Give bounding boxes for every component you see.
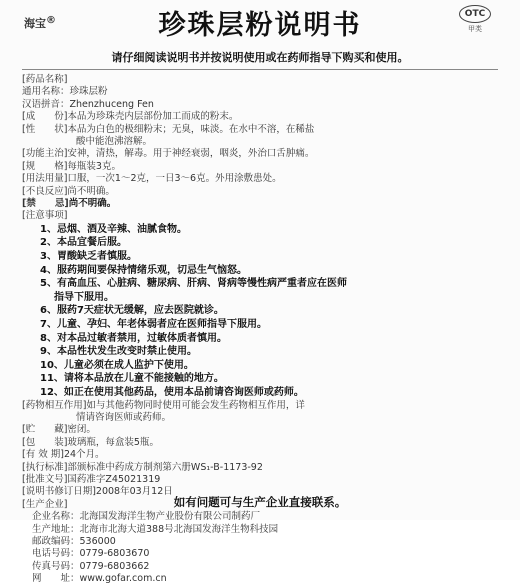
package-label: [包 装] bbox=[22, 436, 68, 448]
validity-label: [有 效 期] bbox=[22, 449, 64, 461]
pinyin-row bbox=[22, 99, 498, 111]
dosage-row bbox=[22, 173, 498, 185]
generic-name-row bbox=[22, 86, 498, 98]
pinyin-value: Zhenzhuceng Fen bbox=[69, 98, 154, 110]
manufacturer-phone-row bbox=[22, 548, 498, 560]
field-label: 生产地址： bbox=[32, 523, 80, 535]
specification-label: [规 格] bbox=[22, 160, 68, 172]
properties-row-cont: 酸中能泡沸溶解。 bbox=[76, 136, 153, 148]
dosage-value: 口服，一次1～2克，一日3～6克。外用涂敷患处。 bbox=[67, 173, 282, 185]
properties-label: [性 状] bbox=[22, 123, 68, 135]
approval-row bbox=[22, 474, 498, 486]
generic-name-value: 珍珠层粉 bbox=[69, 86, 108, 98]
precaution-item: 6、服药7天症状无缓解，应去医院就诊。 bbox=[40, 305, 224, 317]
website-link[interactable]: www.gofar.com.cn bbox=[79, 573, 167, 585]
dosage-label: [用法用量] bbox=[22, 173, 68, 185]
package-row bbox=[22, 437, 498, 449]
precaution-item: 2、本品宜餐后服。 bbox=[40, 237, 127, 249]
header bbox=[22, 0, 498, 50]
generic-name-label: 通用名称： bbox=[22, 86, 70, 98]
contraindications-row bbox=[22, 198, 498, 210]
revision-value: 2008年03月12日 bbox=[95, 486, 173, 498]
manufacturer-name-row bbox=[22, 511, 498, 523]
precaution-item: 3、胃酸缺乏者慎服。 bbox=[40, 251, 137, 263]
composition-row bbox=[22, 111, 498, 123]
manufacturer-postcode-row bbox=[22, 536, 498, 548]
precaution-item: 11、请将本品放在儿童不能接触的地方。 bbox=[40, 373, 224, 385]
approval-label: [批准文号] bbox=[22, 474, 68, 486]
indications-label: [功能主治] bbox=[22, 148, 68, 160]
field-label: 邮政编码： bbox=[32, 536, 80, 548]
page-title: 珍珠层粉说明书 bbox=[158, 10, 362, 41]
precautions-heading: [注意事项] bbox=[22, 210, 68, 222]
precaution-item: 1、忌烟、酒及辛辣、油腻食物。 bbox=[40, 223, 187, 235]
standard-label: [执行标准] bbox=[22, 461, 68, 473]
field-value: 北海国发海洋生物产业股份有限公司制药厂 bbox=[79, 511, 261, 523]
approval-value: 国药准字Z45021319 bbox=[67, 474, 161, 486]
adverse-label: [不良反应] bbox=[22, 185, 68, 197]
field-value: 0779-6803662 bbox=[79, 560, 150, 572]
properties-value: 本品为白色的极细粉末；无臭，味淡。在水中不溶，在稀盐 bbox=[67, 123, 315, 135]
drug-name-heading: [药品名称] bbox=[22, 74, 68, 85]
field-value: 0779-6803670 bbox=[79, 548, 150, 560]
otc-class: 甲类 bbox=[468, 25, 482, 33]
precaution-item: 12、如正在使用其他药品，使用本品前请咨询医师或药师。 bbox=[40, 387, 304, 398]
standard-row bbox=[22, 462, 498, 474]
contraindications-label: [禁 忌] bbox=[22, 198, 69, 210]
contact-note: 如有问题可与生产企业直接联系。 bbox=[173, 495, 347, 509]
divider bbox=[22, 69, 498, 70]
contraindications-value: 尚不明确。 bbox=[68, 198, 117, 210]
interactions-row bbox=[22, 400, 498, 412]
validity-value: 24个月。 bbox=[63, 449, 105, 461]
storage-label: [贮 藏] bbox=[22, 424, 68, 436]
interactions-label: [药物相互作用] bbox=[22, 399, 87, 411]
specification-row bbox=[22, 161, 498, 173]
precaution-item: 5、有高血压、心脏病、糖尿病、肝病、肾病等慢性病严重者应在医师 bbox=[40, 278, 347, 290]
usage-advice: 请仔细阅读说明书并按说明使用或在药师指导下购买和使用。 bbox=[111, 51, 409, 64]
registered-mark: ® bbox=[46, 15, 56, 26]
validity-row bbox=[22, 449, 498, 461]
field-label: 网 址： bbox=[32, 573, 80, 585]
composition-value: 本品为珍珠壳内层部份加工而成的粉末。 bbox=[67, 111, 239, 123]
indications-value: 安神，清热，解毒。用于神经衰弱，咽炎，外治口舌肿痛。 bbox=[67, 148, 315, 160]
package-value: 玻璃瓶，每盒装5瓶。 bbox=[67, 436, 159, 448]
precaution-item: 9、本品性状发生改变时禁止使用。 bbox=[40, 346, 197, 358]
storage-value: 密闭。 bbox=[67, 424, 96, 436]
manufacturer-address-row bbox=[22, 524, 498, 536]
precaution-item-cont: 指导下服用。 bbox=[54, 291, 114, 303]
interactions-value: 如与其他药物同时使用可能会发生药物相互作用，详 bbox=[86, 399, 305, 411]
properties-row bbox=[22, 124, 498, 136]
manufacturer-heading: [生产企业] bbox=[22, 498, 68, 510]
standard-value: 部颁标准中药成方制剂第六册WS₁-B-1173-92 bbox=[67, 461, 263, 473]
field-value: 536000 bbox=[79, 536, 116, 548]
field-label: 传真号码： bbox=[32, 560, 80, 572]
specification-value: 每瓶装3克。 bbox=[67, 160, 121, 172]
adverse-value: 尚不明确。 bbox=[67, 185, 115, 197]
interactions-row-cont: 情请咨询医师或药师。 bbox=[76, 412, 172, 423]
brand-name: 海宝 bbox=[24, 17, 46, 30]
storage-row bbox=[22, 424, 498, 436]
field-label: 企业名称： bbox=[32, 511, 80, 523]
field-value: 北海市北海大道388号北海国发海洋生物科技园 bbox=[79, 523, 279, 535]
precaution-item: 4、服药期间要保持情绪乐观，切忌生气恼怒。 bbox=[40, 264, 247, 276]
revision-label: [说明书修订日期] bbox=[22, 486, 96, 498]
otc-label: OTC bbox=[459, 5, 491, 23]
precaution-item: 7、儿童、孕妇、年老体弱者应在医师指导下服用。 bbox=[40, 319, 267, 331]
otc-badge bbox=[458, 5, 492, 39]
field-label: 电话号码： bbox=[32, 548, 80, 560]
composition-label: [成 份] bbox=[22, 111, 68, 123]
indications-row bbox=[22, 148, 498, 160]
precaution-item: 8、对本品过敏者禁用，过敏体质者慎用。 bbox=[40, 332, 227, 344]
manufacturer-website-row bbox=[22, 573, 498, 585]
manufacturer-fax-row bbox=[22, 561, 498, 573]
precaution-item: 10、儿童必须在成人监护下使用。 bbox=[40, 359, 194, 371]
adverse-row bbox=[22, 186, 498, 198]
pinyin-label: 汉语拼音： bbox=[22, 98, 70, 110]
